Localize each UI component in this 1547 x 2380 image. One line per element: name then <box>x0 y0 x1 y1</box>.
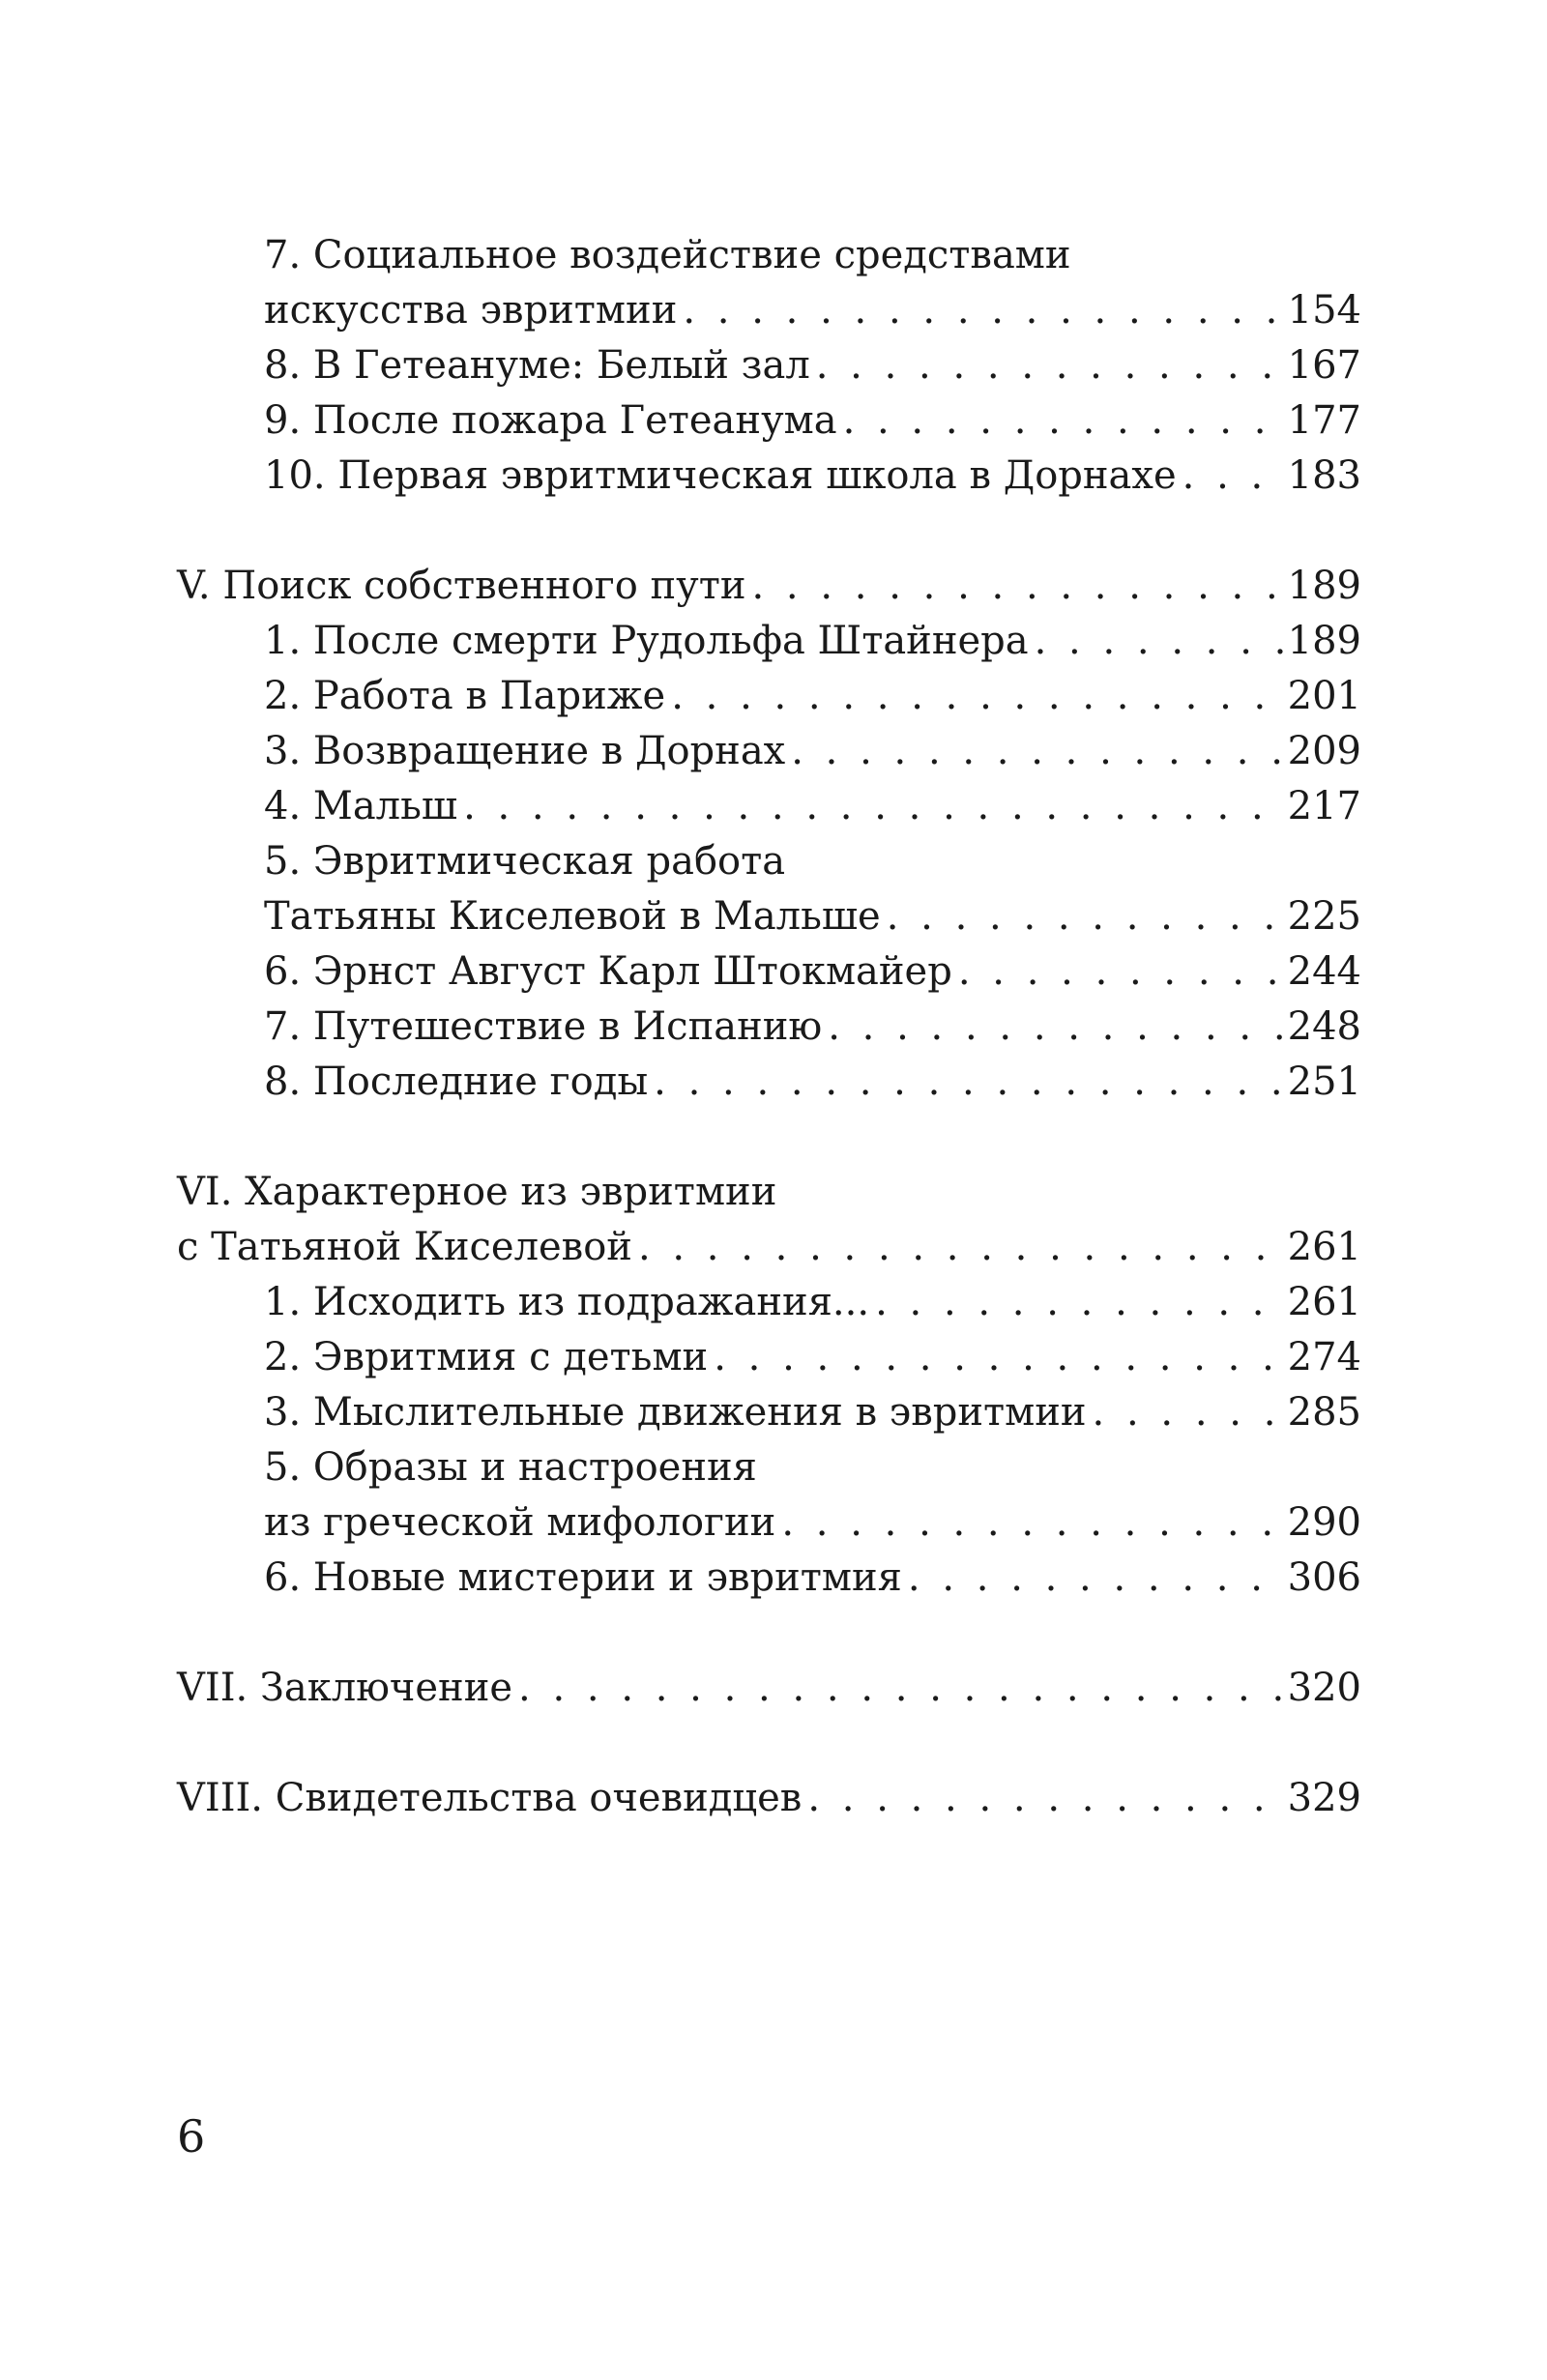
dot-leader <box>746 559 1288 614</box>
dot-leader <box>810 338 1288 393</box>
toc-entry-page: 251 <box>1287 1059 1361 1104</box>
toc-entry-title: 8. В Гетеануме: Белый зал <box>264 343 810 388</box>
toc-entry <box>177 1000 1361 1055</box>
dot-leader <box>457 779 1288 834</box>
toc-entry-page: 189 <box>1287 564 1361 608</box>
dot-leader <box>677 283 1287 338</box>
toc-entry-page: 167 <box>1287 343 1361 388</box>
dot-leader <box>837 393 1288 449</box>
toc-entry <box>177 944 1361 1000</box>
toc-entry <box>177 1440 1361 1495</box>
toc-entry <box>177 338 1361 393</box>
dot-leader <box>802 1771 1287 1826</box>
toc-section <box>177 1771 1361 1826</box>
dot-leader <box>1177 449 1288 504</box>
toc-section <box>177 559 1361 1110</box>
dot-leader <box>881 889 1288 944</box>
toc-entry-title: VIII. Свидетельства очевидцев <box>177 1776 803 1820</box>
dot-leader <box>1087 1385 1288 1440</box>
toc-entry-title: 7. Социальное воздействие средствами <box>264 233 1071 277</box>
toc-section <box>177 1165 1361 1606</box>
toc-section <box>177 1661 1361 1716</box>
toc-entry-title: с Татьяной Киселевой <box>177 1225 632 1269</box>
table-of-contents <box>177 228 1361 1826</box>
toc-entry-page: 306 <box>1287 1555 1361 1600</box>
toc-entry-title: искусства эвритмии <box>264 288 678 333</box>
toc-entry-title: VI. Характерное из эвритмии <box>177 1170 777 1214</box>
dot-leader <box>512 1661 1288 1716</box>
toc-entry-page: 261 <box>1287 1280 1361 1324</box>
dot-leader <box>952 944 1288 1000</box>
dot-leader <box>775 1495 1287 1551</box>
toc-entry-page: 225 <box>1287 894 1361 939</box>
toc-entry-title: 7. Путешествие в Испанию <box>264 1004 823 1049</box>
toc-entry-page: 285 <box>1287 1390 1361 1435</box>
toc-entry <box>177 1330 1361 1385</box>
page-number: 6 <box>177 2110 206 2162</box>
dot-leader <box>869 1275 1288 1330</box>
toc-entry-page: 244 <box>1287 949 1361 994</box>
toc-entry-page: 154 <box>1287 288 1361 333</box>
toc-entry <box>177 1495 1361 1551</box>
toc-entry <box>177 669 1361 724</box>
toc-entry-title: из греческой мифологии <box>264 1500 776 1545</box>
toc-entry-title: V. Поиск собственного пути <box>177 564 746 608</box>
dot-leader <box>648 1055 1287 1110</box>
toc-entry-page: 274 <box>1287 1335 1361 1379</box>
toc-entry <box>177 1055 1361 1110</box>
dot-leader <box>822 1000 1287 1055</box>
toc-entry <box>177 1661 1361 1716</box>
toc-entry-page: 189 <box>1287 619 1361 663</box>
toc-entry <box>177 1275 1361 1330</box>
toc-entry-page: 261 <box>1287 1225 1361 1269</box>
toc-entry <box>177 1220 1361 1275</box>
toc-entry-title: 5. Образы и настроения <box>264 1445 757 1490</box>
toc-entry <box>177 614 1361 669</box>
toc-entry <box>177 1551 1361 1606</box>
toc-entry-page: 201 <box>1287 674 1361 718</box>
toc-entry-page: 217 <box>1287 784 1361 828</box>
toc-entry <box>177 724 1361 779</box>
toc-entry <box>177 283 1361 338</box>
toc-entry-title: 3. Мыслительные движения в эвритмии <box>264 1390 1087 1435</box>
toc-entry <box>177 1385 1361 1440</box>
dot-leader <box>902 1551 1288 1606</box>
toc-entry-title: 4. Мальш <box>264 784 458 828</box>
toc-entry-title: Татьяны Киселевой в Мальше <box>264 894 881 939</box>
toc-entry <box>177 559 1361 614</box>
toc-entry-page: 320 <box>1287 1666 1361 1710</box>
dot-leader <box>785 724 1287 779</box>
toc-entry <box>177 449 1361 504</box>
toc-entry-title: 9. После пожара Гетеанума <box>264 398 837 443</box>
toc-entry-title: 3. Возвращение в Дорнах <box>264 729 786 773</box>
toc-entry <box>177 1771 1361 1826</box>
toc-section <box>177 228 1361 504</box>
dot-leader <box>665 669 1287 724</box>
dot-leader <box>1029 614 1288 669</box>
toc-entry <box>177 779 1361 834</box>
toc-entry-title: 10. Первая эвритмическая школа в Дорнахе <box>264 453 1177 498</box>
toc-entry-title: 2. Эвритмия с детьми <box>264 1335 709 1379</box>
toc-entry-page: 209 <box>1287 729 1361 773</box>
toc-entry-title: 1. Исходить из подражания... <box>264 1280 870 1324</box>
dot-leader <box>708 1330 1287 1385</box>
toc-entry-page: 248 <box>1287 1004 1361 1049</box>
toc-entry-title: 1. После смерти Рудольфа Штайнера <box>264 619 1029 663</box>
toc-entry <box>177 393 1361 449</box>
toc-entry-title: 8. Последние годы <box>264 1059 649 1104</box>
dot-leader <box>632 1220 1288 1275</box>
toc-entry <box>177 889 1361 944</box>
toc-entry <box>177 228 1361 283</box>
toc-entry-title: 5. Эвритмическая работа <box>264 839 786 884</box>
toc-entry-title: 2. Работа в Париже <box>264 674 666 718</box>
toc-entry-title: VII. Заключение <box>177 1666 513 1710</box>
toc-entry <box>177 834 1361 889</box>
toc-entry-page: 290 <box>1287 1500 1361 1545</box>
toc-entry-page: 329 <box>1287 1776 1361 1820</box>
toc-entry-title: 6. Новые мистерии и эвритмия <box>264 1555 902 1600</box>
toc-entry <box>177 1165 1361 1220</box>
toc-entry-page: 177 <box>1287 398 1361 443</box>
toc-entry-page: 183 <box>1287 453 1361 498</box>
toc-entry-title: 6. Эрнст Август Карл Штокмайер <box>264 949 952 994</box>
